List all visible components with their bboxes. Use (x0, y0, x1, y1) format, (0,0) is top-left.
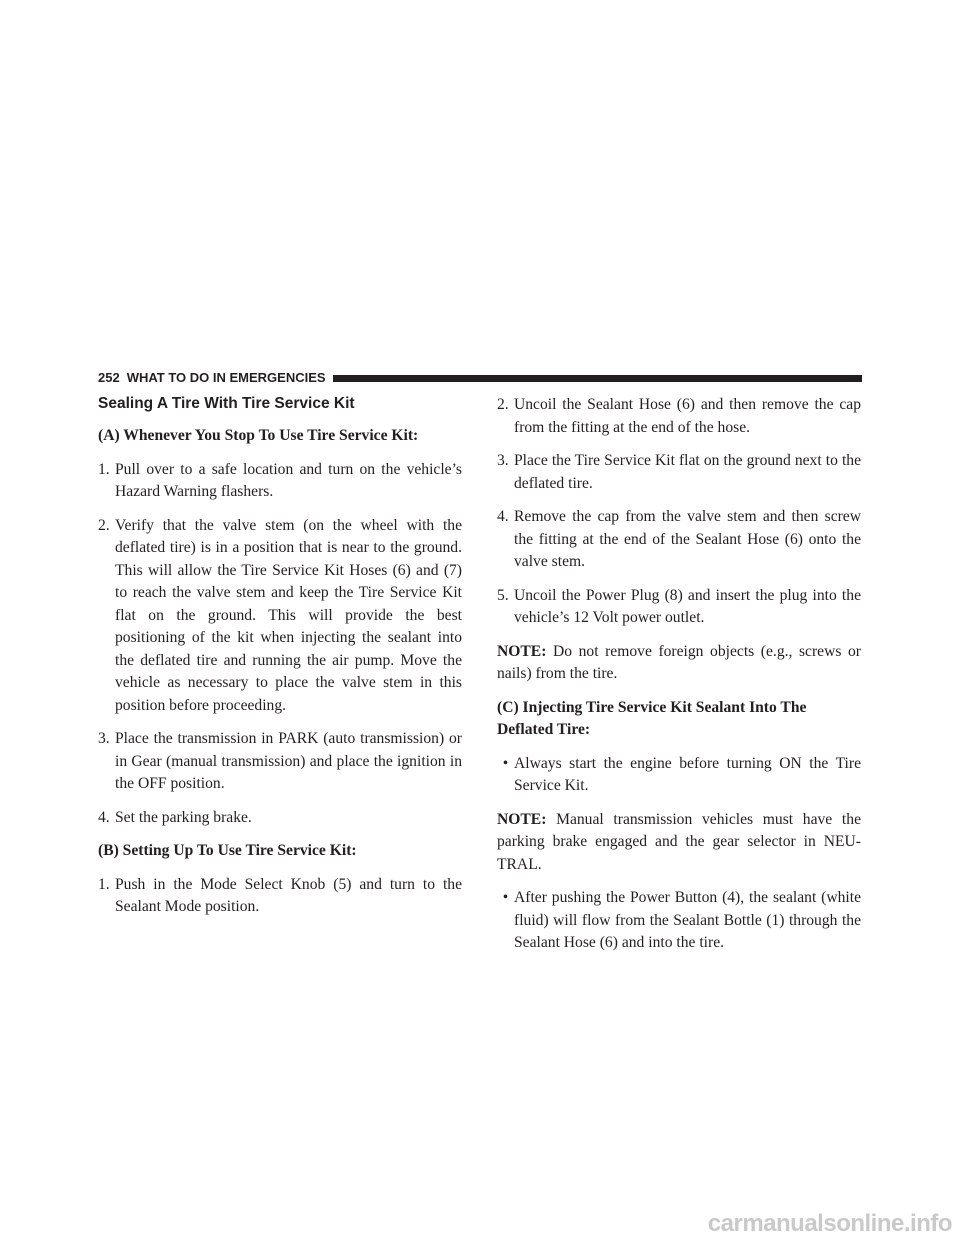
header-rule (333, 375, 862, 382)
step-a-1 (98, 459, 462, 504)
step-number: 2. (497, 396, 509, 413)
note-foreign-objects (497, 641, 861, 686)
note-text: Do not remove foreign objects (e.g., screws or nails) from the tire. (497, 642, 861, 682)
step-number: 1. (98, 460, 110, 478)
bullet-start-engine (497, 753, 861, 798)
subhead-b: (B) Setting Up To Use Tire Service Kit: (98, 842, 357, 859)
note-label: NOTE: (497, 642, 547, 660)
subhead-c: (C) Injecting Tire Service Kit Sealant Into The Deflated Tire: (497, 698, 807, 738)
step-number: 3. (98, 730, 110, 747)
step-text: Place the Tire Service Kit flat on the ground next to the deflated tire. (514, 452, 861, 492)
step-b-4 (497, 506, 861, 574)
step-text: Push in the Mode Select Knob (5) and turn to the Sealant Mode position. (115, 875, 462, 915)
bullet-icon: • (502, 754, 509, 772)
step-text: Remove the cap from the valve stem and then screw the fitting at the end of the Sealant Hose (6) onto the valve stem. (514, 508, 861, 570)
step-a-4 (98, 807, 462, 830)
step-number: 3. (497, 452, 509, 469)
step-a-2 (98, 515, 462, 718)
bullet-power-button (497, 887, 861, 955)
step-text: Verify that the valve stem (on the wheel with the deflated tire) is in a position that is near to the ground. This will allow the Tire Service Kit Hoses (6) and (7) to reach the valve stem and keep the Tire Service Kit flat on the ground. This will provide the best positioning of the kit when injecting the sealant into the deflated tire and running the air pump. Move the vehicle as necessary to place the valve stem in this position before proceeding. (115, 516, 462, 714)
section-title: WHAT TO DO IN EMERGENCIES (126, 370, 326, 385)
note-text: Manual transmission vehicles must have the parking brake engaged and the gear selector in NEU-TRAL. (497, 810, 861, 873)
page-header (98, 370, 862, 386)
step-number: 5. (497, 586, 509, 604)
step-b-3 (497, 450, 861, 495)
step-text: Uncoil the Sealant Hose (6) and then remove the cap from the fitting at the end of the hose. (514, 396, 861, 436)
note-label: NOTE: (497, 810, 547, 828)
bullet-text: After pushing the Power Button (4), the sealant (white fluid) will flow from the Sealant Bottle (1) through the Sealant Hose (6) and into the tire. (514, 889, 861, 951)
page-title: Sealing A Tire With Tire Service Kit (98, 395, 355, 412)
left-column (98, 394, 462, 930)
step-text: Uncoil the Power Plug (8) and insert the plug into the vehicle’s 12 Volt power outlet. (514, 586, 861, 626)
watermark: carmanualsonline.info (707, 1210, 952, 1237)
step-text: Pull over to a safe location and turn on the vehicle’s Hazard Warning flashers. (115, 460, 462, 500)
step-number: 1. (98, 875, 110, 893)
step-a-3 (98, 728, 462, 796)
step-number: 2. (98, 516, 110, 534)
subhead-a: (A) Whenever You Stop To Use Tire Service Kit: (98, 427, 419, 444)
step-number: 4. (497, 508, 509, 525)
note-manual-transmission (497, 809, 861, 877)
right-column (497, 394, 861, 966)
step-text: Place the transmission in PARK (auto transmission) or in Gear (manual transmission) and place the ignition in the OFF position. (115, 730, 462, 792)
step-number: 4. (98, 808, 110, 826)
step-b-5 (497, 585, 861, 630)
bullet-icon: • (502, 889, 509, 906)
step-text: Set the parking brake. (115, 808, 252, 826)
page-number: 252 (98, 370, 120, 385)
step-b-2 (497, 394, 861, 439)
step-b-1 (98, 874, 462, 919)
bullet-text: Always start the engine before turning ON the Tire Service Kit. (514, 754, 861, 794)
